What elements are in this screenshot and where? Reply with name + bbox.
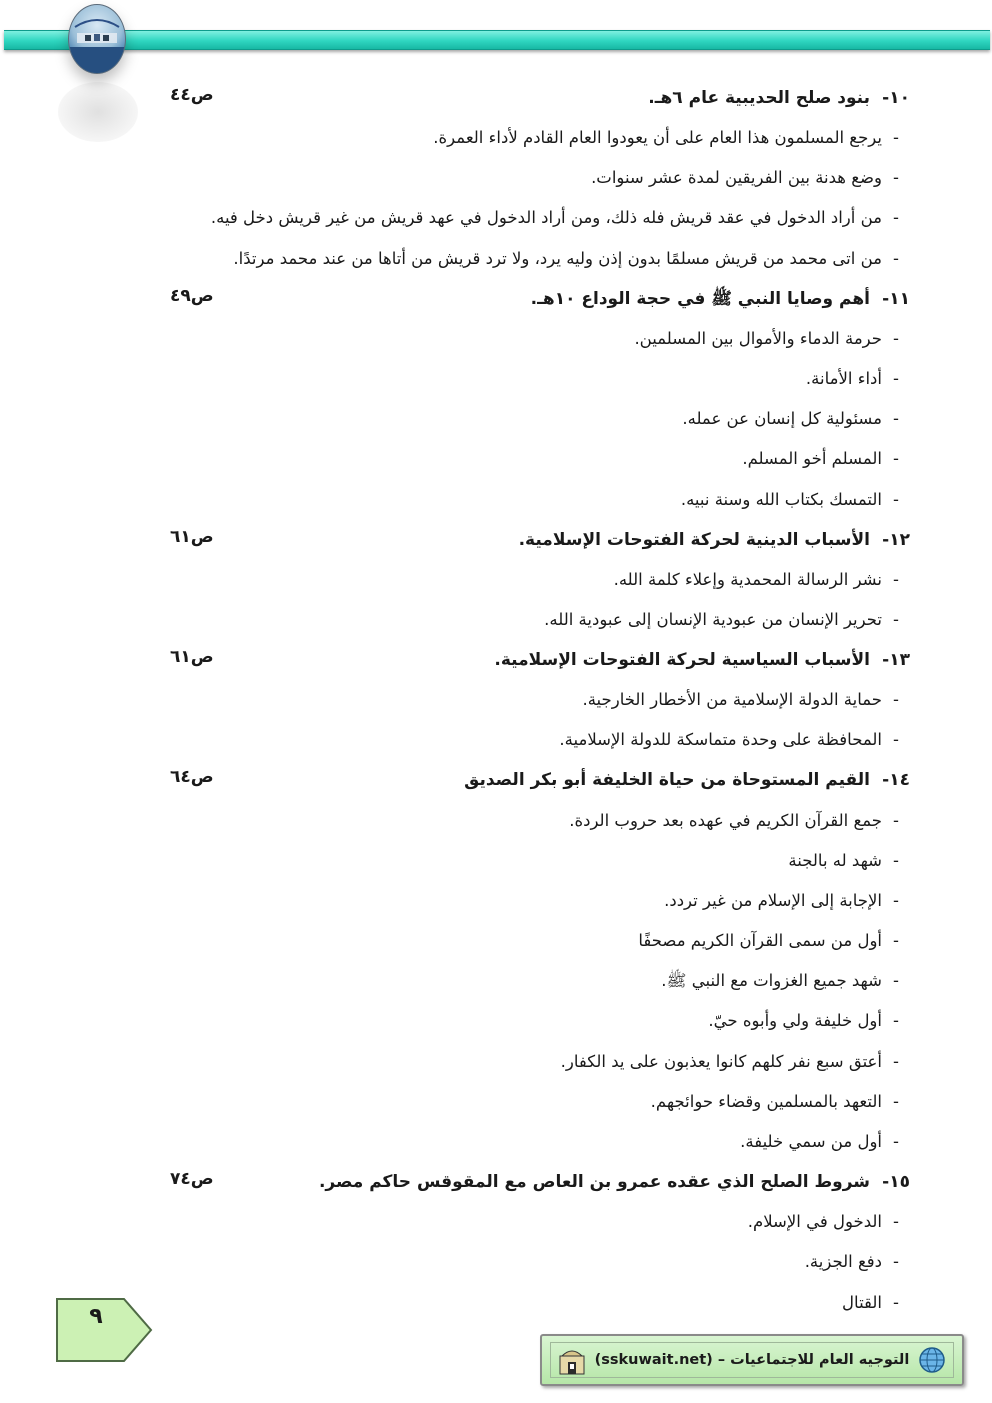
- section-number: ١٠-: [882, 88, 910, 108]
- page-number: ٩: [89, 1304, 103, 1329]
- list-item: [170, 198, 910, 238]
- list-item-text: التعهد بالمسلمين وقضاء حوائجهم.: [650, 1091, 882, 1111]
- section-heading: [170, 760, 910, 800]
- bullet-dash: -: [893, 850, 899, 870]
- section-title: القيم المستوحاة من حياة الخليفة أبو بكر الصديق: [464, 770, 870, 791]
- list-item-text: من اتى محمد من قريش مسلمًا بدون إذن وليه يرد، ولا ترد قريش من أتاها من عند محمد مرتدًا.: [233, 248, 882, 268]
- list-item: [170, 560, 910, 600]
- bullet-dash: -: [893, 369, 899, 389]
- list-item: [170, 881, 910, 921]
- bullet-dash: -: [893, 328, 899, 348]
- list-item: [170, 720, 910, 760]
- bullet-dash: -: [893, 569, 899, 589]
- bullet-dash: -: [893, 208, 899, 228]
- section-number: ١٤-: [882, 770, 910, 791]
- list-item-text: جمع القرآن الكريم في عهده بعد حروب الردة.: [569, 810, 882, 830]
- list-item: [170, 1042, 910, 1082]
- bullet-dash: -: [893, 489, 899, 509]
- list-item-text: أداء الأمانة.: [805, 369, 882, 389]
- list-item-text: الدخول في الإسلام.: [747, 1212, 882, 1232]
- list-item: [170, 399, 910, 439]
- list-item-text: أول من سمي خليفة.: [740, 1132, 882, 1152]
- list-item: [170, 680, 910, 720]
- list-item-text: يرجع المسلمون هذا العام على أن يعودوا العام القادم لأداء العمرة.: [433, 128, 882, 148]
- bullet-dash: -: [893, 609, 899, 629]
- list-item-text: تحرير الإنسان من عبودية الإنسان إلى عبودية الله.: [544, 609, 882, 629]
- bullet-dash: -: [893, 1051, 899, 1071]
- top-teal-bar: [4, 30, 990, 50]
- list-item: [170, 800, 910, 840]
- section-heading: [170, 640, 910, 680]
- logo-shadow: [58, 82, 138, 142]
- bullet-dash: -: [893, 449, 899, 469]
- list-item-text: أول خليفة ولي وأبوه حيّ.: [708, 1011, 882, 1031]
- bullet-dash: -: [893, 810, 899, 830]
- bullet-dash: -: [893, 128, 899, 148]
- list-item: [170, 961, 910, 1001]
- list-item: [170, 480, 910, 520]
- page-reference: ص٤٩: [170, 285, 214, 306]
- bullet-dash: -: [893, 1212, 899, 1232]
- bullet-dash: -: [893, 931, 899, 951]
- bullet-dash: -: [893, 168, 899, 188]
- section-heading: [170, 78, 910, 118]
- section-number: ١١-: [882, 288, 910, 309]
- logo-emblem: [68, 4, 126, 74]
- bullet-dash: -: [893, 1011, 899, 1031]
- list-item-text: التمسك بكتاب الله وسنة نبيه.: [680, 489, 882, 509]
- list-item-text: حرمة الدماء والأموال بين المسلمين.: [634, 328, 882, 348]
- section-number: ١٢-: [882, 529, 910, 550]
- bullet-dash: -: [893, 890, 899, 910]
- bullet-dash: -: [893, 690, 899, 710]
- bullet-dash: -: [893, 971, 899, 991]
- section-heading: [170, 1162, 910, 1202]
- section-number: ١٣-: [882, 650, 910, 671]
- list-item-text: المحافظة على وحدة متماسكة للدولة الإسلامية.: [559, 730, 882, 750]
- list-item-text: أعتق سبع نفر كلهم كانوا يعذبون على يد الكفار.: [560, 1051, 882, 1071]
- list-item: [170, 841, 910, 881]
- page-reference: ص٤٤: [170, 85, 214, 105]
- section-number: ١٥-: [882, 1172, 910, 1193]
- page-number-tab: [54, 1296, 154, 1364]
- list-item-text: دفع الجزية.: [804, 1252, 882, 1272]
- list-item: [170, 921, 910, 961]
- bullet-dash: -: [893, 1132, 899, 1152]
- list-item: [170, 158, 910, 198]
- page-reference: ص٦١: [170, 526, 214, 547]
- list-item: [170, 359, 910, 399]
- bullet-dash: -: [893, 1292, 899, 1312]
- list-item: [170, 239, 910, 279]
- page-reference: ص٧٤: [170, 1169, 214, 1190]
- page-reference: ص٦٤: [170, 767, 214, 788]
- document-body: [170, 78, 910, 1323]
- list-item-text: من أراد الدخول في عقد قريش فله ذلك، ومن أراد الدخول في عهد قريش من غير قريش دخل فيه.: [210, 208, 882, 228]
- section-title: الأسباب الدينية لحركة الفتوحات الإسلامية.: [518, 529, 870, 550]
- page-reference: ص٦١: [170, 647, 214, 668]
- mosque-icon: [557, 1344, 587, 1376]
- list-item: [170, 118, 910, 158]
- section-heading: [170, 520, 910, 560]
- bullet-dash: -: [893, 1252, 899, 1272]
- list-item: [170, 600, 910, 640]
- list-item-text: المسلم أخو المسلم.: [742, 449, 882, 469]
- list-item: [170, 1242, 910, 1282]
- footer-banner: [540, 1334, 964, 1386]
- list-item-text: شهد جميع الغزوات مع النبي ﷺ.: [661, 971, 882, 991]
- list-item: [170, 1001, 910, 1041]
- section-title: بنود صلح الحديبية عام ٦هـ.: [648, 88, 870, 108]
- globe-icon: [917, 1345, 947, 1375]
- list-item: [170, 439, 910, 479]
- list-item-text: الإجابة إلى الإسلام من غير تردد.: [664, 890, 882, 910]
- list-item-text: القتال: [842, 1292, 882, 1312]
- footer-text: (sskuwait.net) – التوجيه العام للاجتماعيات: [594, 1352, 910, 1368]
- list-item: [170, 1202, 910, 1242]
- section-title: شروط الصلح الذي عقده عمرو بن العاص مع المقوقس حاكم مصر.: [318, 1172, 870, 1193]
- list-item-text: أول من سمى القرآن الكريم مصحفًا: [638, 931, 882, 951]
- list-item: [170, 1283, 910, 1323]
- section-title: أهم وصايا النبي ﷺ في حجة الوداع ١٠هـ.: [530, 288, 870, 309]
- bullet-dash: -: [893, 409, 899, 429]
- list-item-text: حماية الدولة الإسلامية من الأخطار الخارجية.: [582, 690, 882, 710]
- bullet-dash: -: [893, 248, 899, 268]
- list-item-text: مسئولية كل إنسان عن عمله.: [682, 409, 882, 429]
- bullet-dash: -: [893, 730, 899, 750]
- list-item: [170, 1082, 910, 1122]
- list-item: [170, 1122, 910, 1162]
- list-item-text: وضع هدنة بين الفريقين لمدة عشر سنوات.: [591, 168, 882, 188]
- bullet-dash: -: [893, 1091, 899, 1111]
- list-item-text: نشر الرسالة المحمدية وإعلاء كلمة الله.: [613, 569, 882, 589]
- section-heading: [170, 279, 910, 319]
- list-item-text: شهد له بالجنة: [788, 850, 882, 870]
- section-title: الأسباب السياسية لحركة الفتوحات الإسلامية.: [494, 650, 870, 671]
- list-item: [170, 319, 910, 359]
